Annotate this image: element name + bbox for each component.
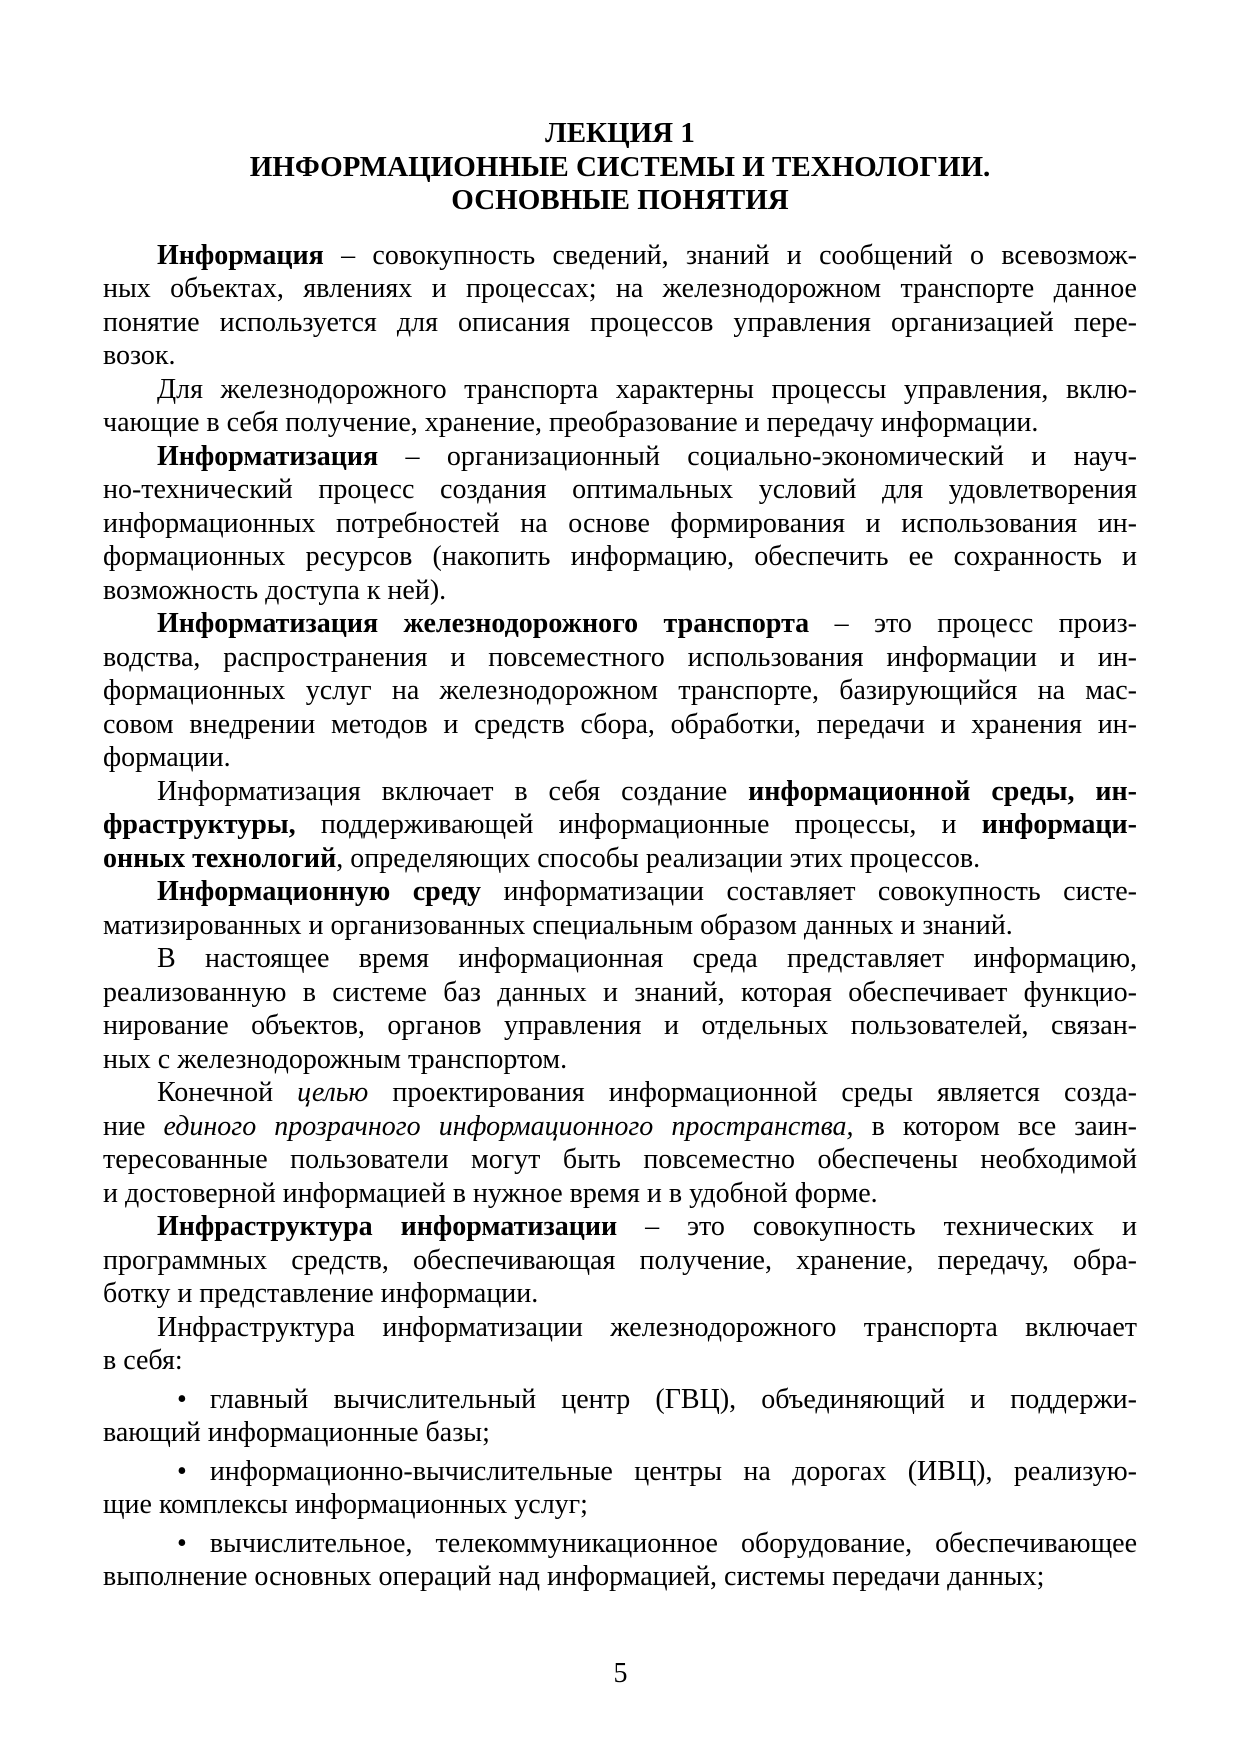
text-run: понятие используется для описания процессов управления организацией пере- bbox=[103, 306, 1137, 338]
text-run: информационных потребностей на основе формирования и использования ин- bbox=[103, 507, 1137, 539]
text-run: Информатизация включает в себя создание bbox=[157, 775, 749, 807]
text-run: Инфраструктура информатизации bbox=[157, 1211, 618, 1242]
document-body bbox=[103, 239, 1137, 1594]
text-run: нирование объектов, органов управления и отдельных пользователей, связан- bbox=[103, 1010, 1137, 1041]
text-line bbox=[103, 1383, 1137, 1417]
text-run: – совокупность сведений, знаний и сообщений о всевозмож- bbox=[323, 239, 1137, 271]
text-line bbox=[103, 909, 1137, 943]
bullet-icon: • bbox=[177, 1383, 187, 1415]
paragraph bbox=[103, 775, 1137, 876]
text-line bbox=[103, 641, 1137, 675]
text-line bbox=[103, 808, 1137, 842]
text-run: программных средств, обеспечивающая получение, хранение, передачу, обра- bbox=[103, 1244, 1137, 1276]
text-run: главный вычислительный центр (ГВЦ), объединяющий и поддержи- bbox=[209, 1383, 1137, 1415]
list-item bbox=[103, 1383, 1137, 1450]
text-line bbox=[103, 1009, 1137, 1043]
text-run: , определяющих способы реализации этих процессов. bbox=[336, 842, 981, 874]
text-line bbox=[103, 1244, 1137, 1278]
text-run: реализованную в системе баз данных и знаний, которая обеспечивает функцио- bbox=[103, 976, 1137, 1008]
text-line bbox=[103, 1527, 1137, 1561]
text-run: Информация bbox=[157, 239, 324, 271]
text-line bbox=[103, 272, 1137, 306]
title-line-3: ОСНОВНЫЕ ПОНЯТИЯ bbox=[451, 184, 789, 216]
text-line bbox=[103, 574, 1137, 608]
text-line bbox=[103, 473, 1137, 507]
text-run: матизированных и организованных специальным образом данных и знаний. bbox=[103, 909, 1013, 941]
text-run: единого прозрачного информационного пространства, bbox=[163, 1110, 854, 1142]
text-run: ботку и представление информации. bbox=[103, 1278, 539, 1309]
text-run: и достоверной информацией в нужное время и в удобной форме. bbox=[103, 1177, 878, 1209]
text-line bbox=[103, 406, 1137, 440]
text-line bbox=[103, 1455, 1137, 1489]
text-line bbox=[103, 607, 1137, 641]
text-run: поддерживающей информационные процессы, и bbox=[295, 809, 982, 840]
text-run: целью bbox=[297, 1077, 369, 1108]
text-run: информационной среды, ин- bbox=[748, 775, 1137, 807]
text-run: Конечной bbox=[157, 1077, 298, 1108]
text-line bbox=[103, 507, 1137, 541]
paragraph bbox=[103, 239, 1137, 373]
text-run: – это совокупность технических и bbox=[617, 1211, 1137, 1242]
text-line bbox=[103, 339, 1137, 373]
text-run: Для железнодорожного транспорта характерны процессы управления, вклю- bbox=[157, 373, 1137, 405]
text-run: чающие в себя получение, хранение, преобразование и передачу информации. bbox=[103, 407, 1039, 438]
text-line bbox=[103, 306, 1137, 340]
paragraph bbox=[103, 1311, 1137, 1378]
text-run: водства, распространения и повсеместного использования информации и ин- bbox=[103, 641, 1137, 673]
text-line bbox=[103, 1143, 1137, 1177]
paragraph bbox=[103, 875, 1137, 942]
text-line bbox=[103, 239, 1137, 273]
text-line bbox=[103, 1311, 1137, 1345]
text-run: выполнение основных операций над информацией, системы передачи данных; bbox=[103, 1561, 1045, 1592]
text-line bbox=[103, 440, 1137, 474]
paragraph bbox=[103, 1076, 1137, 1210]
text-run: информаци- bbox=[981, 809, 1137, 840]
text-line bbox=[103, 775, 1137, 809]
text-run: формации. bbox=[103, 742, 231, 773]
text-run: Информатизация железнодорожного транспорта bbox=[157, 608, 810, 639]
text-line bbox=[103, 842, 1137, 876]
text-run: ние bbox=[103, 1110, 164, 1142]
text-line bbox=[103, 540, 1137, 574]
text-run: формационных ресурсов (накопить информацию, обеспечить ее сохранность и bbox=[103, 541, 1137, 572]
text-line bbox=[103, 373, 1137, 407]
bullet-icon: • bbox=[177, 1527, 187, 1559]
text-line bbox=[103, 1416, 1137, 1450]
text-line bbox=[103, 1277, 1137, 1311]
list-item bbox=[103, 1455, 1137, 1522]
text-line bbox=[103, 1210, 1137, 1244]
text-line bbox=[103, 976, 1137, 1010]
text-run: Инфраструктура информатизации железнодорожного транспорта включает bbox=[157, 1311, 1137, 1343]
title-line-1: ЛЕКЦИЯ 1 bbox=[545, 117, 695, 149]
text-line bbox=[103, 708, 1137, 742]
text-line bbox=[103, 674, 1137, 708]
text-run: но-технический процесс создания оптимальных условий для удовлетворения bbox=[103, 474, 1137, 505]
text-line bbox=[103, 1110, 1137, 1144]
paragraph bbox=[103, 607, 1137, 775]
text-run: информационно-вычислительные центры на дорогах (ИВЦ), реализую- bbox=[209, 1455, 1137, 1487]
text-line bbox=[103, 875, 1137, 909]
text-line bbox=[103, 741, 1137, 775]
text-run: возок. bbox=[103, 340, 176, 371]
text-run: информатизации составляет совокупность систе- bbox=[480, 876, 1137, 907]
lecture-title bbox=[103, 117, 1137, 218]
text-line bbox=[103, 1043, 1137, 1077]
text-run: проектирования информационной среды является созда- bbox=[368, 1077, 1138, 1108]
text-line bbox=[103, 1560, 1137, 1594]
text-run: вающий информационные базы; bbox=[103, 1417, 490, 1448]
text-run: – организационный социально-экономический и науч- bbox=[378, 440, 1137, 472]
text-line bbox=[103, 1076, 1137, 1110]
text-run: Информационную среду bbox=[157, 876, 481, 907]
text-run: в себя: bbox=[103, 1345, 183, 1376]
text-run: формационных услуг на железнодорожном транспорте, базирующийся на мас- bbox=[103, 675, 1137, 706]
text-run: ных с железнодорожным транспортом. bbox=[103, 1043, 568, 1075]
paragraph bbox=[103, 942, 1137, 1076]
text-block bbox=[103, 117, 1137, 1594]
text-run: – это процесс произ- bbox=[809, 608, 1137, 639]
bullet-icon: • bbox=[177, 1455, 187, 1487]
page-number: 5 bbox=[613, 1658, 628, 1689]
paragraph bbox=[103, 373, 1137, 440]
text-run: В настоящее время информационная среда представляет информацию, bbox=[157, 943, 1137, 974]
text-run: совом внедрении методов и средств сбора, обработки, передачи и хранения ин- bbox=[103, 708, 1137, 740]
text-run: ных объектах, явлениях и процессах; на железнодорожном транспорте данное bbox=[103, 273, 1137, 304]
text-run: фраструктуры, bbox=[103, 809, 296, 840]
list-item bbox=[103, 1527, 1137, 1594]
paragraph bbox=[103, 440, 1137, 608]
text-run: Информатизация bbox=[157, 440, 379, 472]
text-run: в котором все заин- bbox=[853, 1110, 1138, 1142]
text-line bbox=[103, 942, 1137, 976]
text-run: щие комплексы информационных услуг; bbox=[103, 1489, 588, 1520]
text-run: тересованные пользователи могут быть повсеместно обеспечены необходимой bbox=[103, 1144, 1137, 1175]
text-line bbox=[103, 1488, 1137, 1522]
text-line bbox=[103, 1177, 1137, 1211]
text-run: возможность доступа к ней). bbox=[103, 574, 447, 606]
text-line bbox=[103, 1344, 1137, 1378]
title-line-2: ИНФОРМАЦИОННЫЕ СИСТЕМЫ И ТЕХНОЛОГИИ. bbox=[249, 150, 991, 183]
text-run: вычислительное, телекоммуникационное оборудование, обеспечивающее bbox=[209, 1527, 1137, 1559]
text-run: онных технологий bbox=[103, 842, 337, 874]
paragraph bbox=[103, 1210, 1137, 1311]
